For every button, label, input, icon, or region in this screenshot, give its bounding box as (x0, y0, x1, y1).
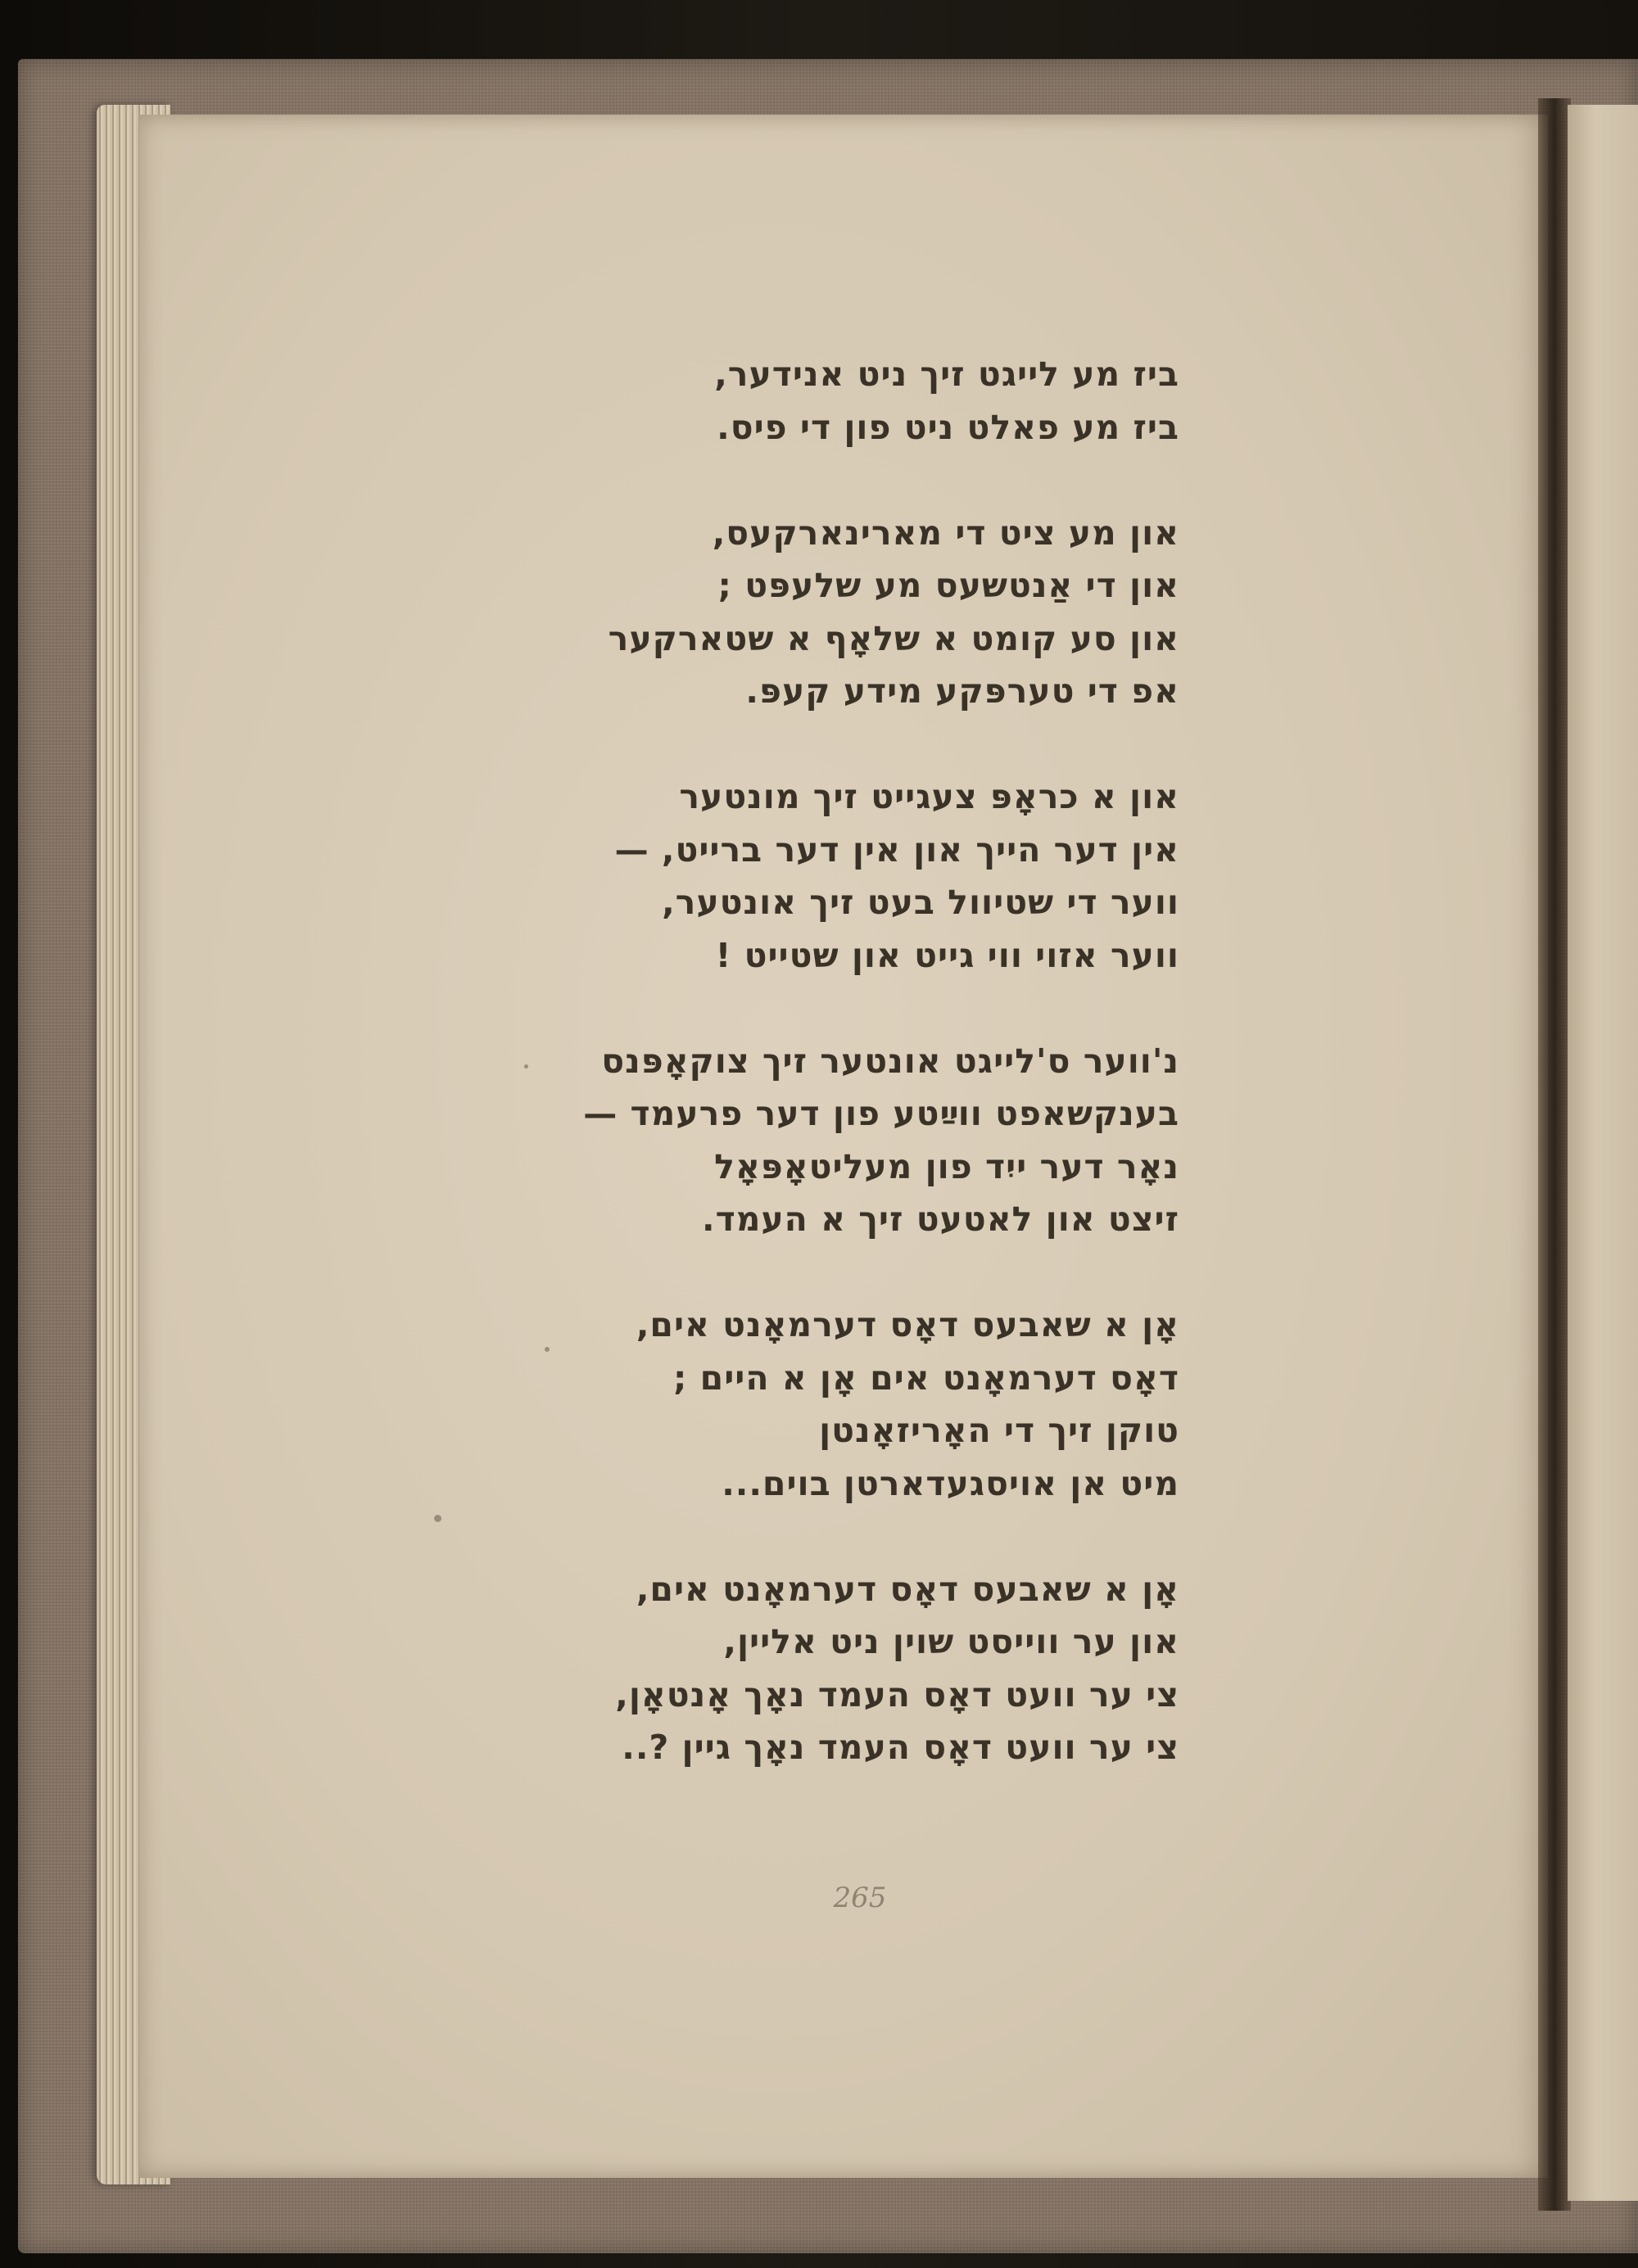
poem-line: דאָס דערמאָנט אים אָן א היים ; (673, 1358, 1179, 1398)
poem-line: אין דער הייך און אין דער ברייט, — (614, 829, 1179, 870)
poem-line: בענקשאפט ווײַטע פון דער פרעמד — (583, 1094, 1179, 1133)
poem-line: און מע ציט די מארינארקעס, (712, 513, 1179, 553)
poem-line: ביז מע פאלט ניט פון די פיס. (717, 407, 1179, 447)
poem-stanza (524, 348, 1179, 454)
poem-line: ביז מע לייגט זיך ניט אנידער, (714, 355, 1179, 394)
poem-line: און א כראָפּ צעגייט זיך מונטער (679, 777, 1179, 816)
page-number: 265 (833, 1882, 887, 1914)
poem-line: און ער ווייסט שוין ניט אליין, (723, 1622, 1179, 1661)
poem-text (524, 348, 1179, 1774)
poem-line: און סע קומט א שלאָף א שטארקער (608, 618, 1179, 658)
poem-stanza (524, 507, 1179, 718)
poem-line: צי ער וועט דאָס העמד נאָך אָנטאָן, (615, 1674, 1179, 1715)
poem-line: מיט אן אויסגעדארטן בוים... (722, 1463, 1179, 1503)
poem-line: טוקן זיך די האָריזאָנטן (819, 1411, 1179, 1450)
poem-line: אפ די טערפּקע מידע קעפּ. (745, 671, 1179, 711)
poem-line: ווער די שטיוול בעט זיך אונטער, (662, 883, 1179, 922)
poem-line: ווער אזוי ווי גייט און שטייט ! (715, 935, 1179, 975)
poem-line: נ'ווער ס'לייגט אונטער זיך צוקאָפּנס (601, 1041, 1179, 1081)
paper-speck (434, 1515, 441, 1522)
poem-line: נאָר דער ייִד פון מעליטאָפּאָל (714, 1146, 1179, 1186)
poem-line: אָן א שאבעס דאָס דערמאָנט אים, (636, 1569, 1179, 1609)
poem-stanza (524, 1035, 1179, 1246)
poem-stanza (524, 1563, 1179, 1774)
book-gutter (1538, 98, 1571, 2211)
poem-line: צי ער וועט דאָס העמד נאָך גיין ?.. (622, 1728, 1179, 1767)
poem-stanza (524, 1299, 1179, 1510)
poem-line: זיצט און לאטעט זיך א העמד. (702, 1200, 1179, 1239)
poem-stanza (524, 770, 1179, 982)
facing-page-edge (1568, 105, 1638, 2201)
poem-line: אָן א שאבעס דאָס דערמאָנט אים, (636, 1305, 1179, 1344)
poem-line: און די אַנטשעס מע שלעפּט ; (717, 566, 1179, 605)
